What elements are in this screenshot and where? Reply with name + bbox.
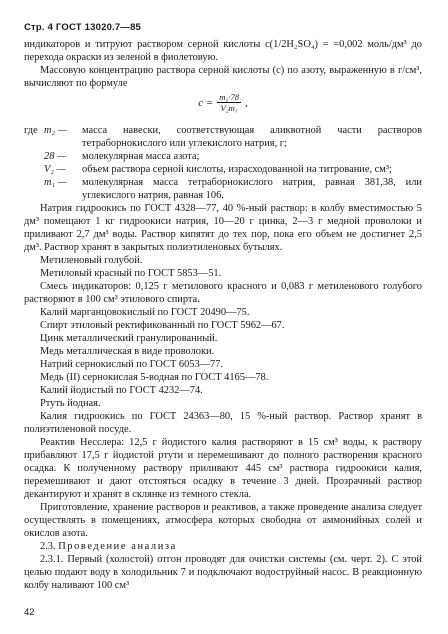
paragraph: Ртуть йодная. bbox=[40, 398, 101, 409]
formula-tail: , bbox=[245, 96, 248, 109]
formula-numerator: m₂·78 bbox=[219, 92, 240, 102]
paragraph: Метиленовый голубой. bbox=[40, 255, 143, 266]
definition-symbol: m₁ — bbox=[44, 177, 67, 188]
definitions-intro: где bbox=[24, 125, 38, 136]
section-title: Проведение анализа bbox=[58, 541, 177, 552]
definition-symbol: m₂ — bbox=[44, 125, 67, 136]
paragraph: Приготовление, хранение растворов и реактивов, а также проведение анализа следует осуществлять в помещениях, атмосфера которых свободна от аммонийных солей и окислов азота. bbox=[24, 502, 422, 539]
paragraph: Натрия гидроокись по ГОСТ 4328—77, 40 %-ный раствор: в колбу вместимостью 5 дм³ помещают 1 кг гидроокиси натрия, 10—20 г цинка, 2—3 г медной проволоки и приливают 2,7 дм³ воды. Раствор кипятят до тех пор, пока его объем не достигнет 2,5 дм³. Раствор хранят в закрытых полиэтиленовых бутылях. bbox=[24, 203, 422, 253]
section-heading bbox=[24, 540, 422, 553]
definition-text: молекулярная масса азота; bbox=[82, 151, 200, 162]
paragraph: Реактив Несслера: 12,5 г йодистого калия растворяют в 15 см³ воды, к раствору прибавляют 17,5 г йодистой ртути и перемешивают до полного растворения красного осадка. К полученному раствору приливают 445 см³ раствора гидроокиси калия, перемешивают и дают отстояться осадку в течение 3 дней. Прозрачный раствор декантируют и хранят в склянке из темного стекла. bbox=[24, 437, 422, 500]
paragraph: Спирт этиловый ректификованный по ГОСТ 5962—67. bbox=[40, 320, 285, 331]
paragraph: Массовую концентрацию раствора серной кислоты (c) по азоту, выраженную в г/см³, вычисляют по формуле bbox=[24, 65, 422, 89]
paragraph: Натрий сернокислый по ГОСТ 6053—77. bbox=[40, 359, 224, 370]
paragraph: Цинк металлический гранулированный. bbox=[40, 333, 218, 344]
definition-symbol: 28 — bbox=[44, 151, 67, 162]
formula-lhs: c = bbox=[198, 96, 214, 109]
definition-text: масса навески, соответствующая аликвотной части растворов тетраборнокислого или углекислого натрия, г; bbox=[82, 125, 422, 149]
paragraph: Калий марганцовокислый по ГОСТ 20490—75. bbox=[40, 307, 250, 318]
paragraph: Калия гидроокись по ГОСТ 24363—80, 15 %-ный раствор. Раствор хранят в полиэтиленовой посуде. bbox=[24, 411, 422, 435]
definition-text: молекулярная масса тетраборнокислого натрия, равная 381,38, или углекислого натрия, равная 106. bbox=[82, 177, 422, 201]
paragraph: Метиловый красный по ГОСТ 5853—51. bbox=[40, 268, 222, 279]
paragraph: индикаторов и титруют раствором серной кислоты c(1/2H₂SO₄) = =0,002 моль/дм³ до перехода окраски из зеленой в фиолетовую. bbox=[24, 39, 422, 63]
definition-text: объем раствора серной кислоты, израсходованной на титрование, см³; bbox=[82, 164, 392, 175]
document-page bbox=[24, 22, 422, 592]
paragraph: Медь (II) сернокислая 5-водная по ГОСТ 4165—78. bbox=[40, 372, 269, 383]
paragraph: Медь металлическая в виде проволоки. bbox=[40, 346, 215, 357]
page-header: Стр. 4 ГОСТ 13020.7—85 bbox=[24, 22, 142, 33]
page-number: 42 bbox=[24, 607, 35, 618]
definition-symbol: V₂ — bbox=[44, 164, 66, 175]
paragraph: 2.3.1. Первый (холостой) отгон проводят для очистки системы (см. черт. 2). С этой целью подают воду в холодильник 7 и подключают водоструйный насос. В реакционную колбу наливают 100 см³ bbox=[24, 554, 422, 591]
definition-list bbox=[44, 124, 422, 202]
paragraph: Калий йодистый по ГОСТ 4232—74. bbox=[40, 385, 203, 396]
formula-fraction bbox=[217, 92, 241, 113]
section-number: 2.3. bbox=[40, 541, 56, 552]
definitions bbox=[24, 124, 422, 202]
formula bbox=[24, 92, 422, 122]
formula-denominator: V₂m₁ bbox=[220, 103, 238, 113]
paragraph: Смесь индикаторов: 0,125 г метилового красного и 0,083 г метиленового голубого растворяют в 100 см³ этилового спирта. bbox=[24, 281, 422, 305]
